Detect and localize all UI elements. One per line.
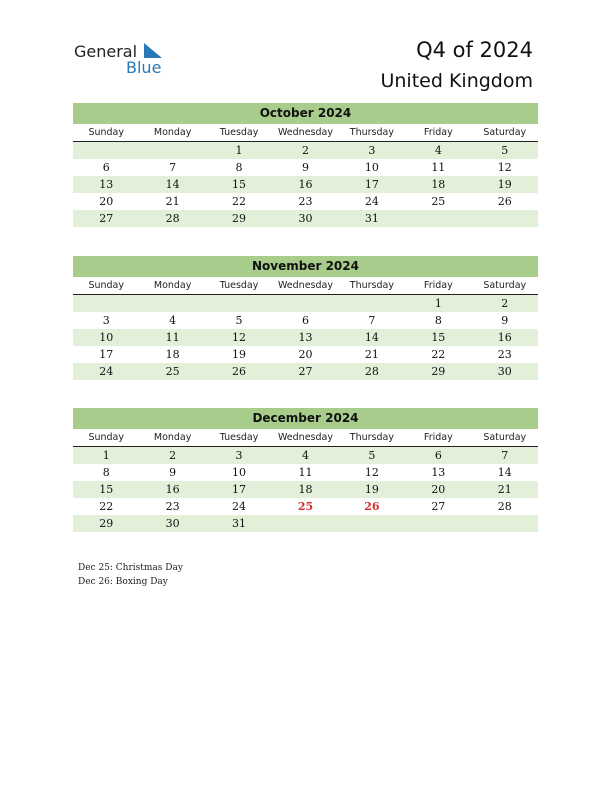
- day-cell: 3: [235, 449, 243, 462]
- day-cell: [139, 295, 205, 312]
- day-cell: 20: [431, 483, 446, 496]
- day-cell: 26: [232, 365, 247, 378]
- holiday-note: Dec 25: Christmas Day: [78, 563, 183, 573]
- day-cell: 24: [364, 195, 379, 208]
- day-cell: 7: [169, 161, 177, 174]
- week-row: [73, 142, 538, 159]
- holiday-note: Dec 26: Boxing Day: [78, 577, 168, 587]
- day-cell: 8: [235, 161, 243, 174]
- day-cell: 12: [497, 161, 512, 174]
- month-december: [73, 408, 538, 532]
- day-cell: 27: [99, 212, 114, 225]
- day-cell: 31: [232, 517, 247, 530]
- day-cell: 17: [99, 348, 114, 361]
- day-cell: 22: [431, 348, 446, 361]
- day-cell: 8: [102, 466, 110, 479]
- day-cell: 1: [434, 297, 442, 310]
- brand-general: General: [74, 42, 138, 61]
- weekday-label: Sunday: [88, 127, 124, 138]
- month-november: [73, 256, 538, 380]
- brand-logo: [74, 42, 174, 78]
- day-cell: 23: [497, 348, 512, 361]
- weekday-label: Tuesday: [219, 280, 259, 291]
- day-cell: [272, 515, 338, 532]
- day-cell: 5: [368, 449, 376, 462]
- day-cell: 17: [364, 178, 379, 191]
- day-cell: 29: [99, 517, 114, 530]
- week-row: [73, 464, 538, 481]
- day-cell: 24: [232, 500, 247, 513]
- weekday-header-row: [73, 429, 538, 447]
- week-row: [73, 312, 538, 329]
- weekday-label: Thursday: [349, 280, 394, 291]
- day-cell: 19: [232, 348, 247, 361]
- day-cell: 24: [99, 365, 114, 378]
- day-cell: 2: [501, 297, 509, 310]
- day-cell: 22: [99, 500, 114, 513]
- day-cell: 31: [364, 212, 379, 225]
- weekday-label: Monday: [153, 432, 192, 443]
- day-cell: 16: [298, 178, 313, 191]
- day-cell: 3: [102, 314, 110, 327]
- page-title: Q4 of 2024: [416, 38, 533, 62]
- logo-flag-icon: [142, 43, 164, 59]
- weekday-label: Saturday: [483, 432, 527, 443]
- day-cell: 21: [165, 195, 180, 208]
- day-cell: 30: [497, 365, 512, 378]
- day-cell: 21: [364, 348, 379, 361]
- week-row: [73, 346, 538, 363]
- weekday-label: Thursday: [349, 127, 394, 138]
- day-cell: 7: [368, 314, 376, 327]
- day-cell: 22: [232, 195, 247, 208]
- day-cell: 25: [165, 365, 180, 378]
- day-cell: 30: [165, 517, 180, 530]
- day-cell: 12: [232, 331, 247, 344]
- day-cell: 16: [497, 331, 512, 344]
- day-cell: 11: [298, 466, 313, 479]
- weekday-label: Wednesday: [277, 280, 333, 291]
- day-cell: 15: [431, 331, 446, 344]
- day-cell: 28: [497, 500, 512, 513]
- day-cell: [139, 142, 205, 159]
- weekday-label: Tuesday: [219, 127, 259, 138]
- day-cell: [206, 295, 272, 312]
- day-cell: 25: [431, 195, 446, 208]
- week-row: [73, 498, 538, 515]
- day-cell: 18: [165, 348, 180, 361]
- week-row: [73, 210, 538, 227]
- weekday-header-row: [73, 124, 538, 142]
- day-cell: 23: [298, 195, 313, 208]
- weekday-label: Wednesday: [277, 127, 333, 138]
- weekday-label: Saturday: [483, 280, 527, 291]
- day-cell: 14: [165, 178, 180, 191]
- day-cell: 6: [102, 161, 110, 174]
- week-row: [73, 447, 538, 464]
- weekday-header-row: [73, 277, 538, 295]
- day-cell: 6: [301, 314, 309, 327]
- holiday-notes: [78, 561, 183, 589]
- day-cell: 13: [431, 466, 446, 479]
- month-title: November 2024: [73, 256, 538, 277]
- weekday-label: Friday: [423, 432, 453, 443]
- week-row: [73, 193, 538, 210]
- week-row: [73, 515, 538, 532]
- day-cell: [272, 295, 338, 312]
- day-cell: 12: [364, 466, 379, 479]
- day-cell: 10: [232, 466, 247, 479]
- weekday-label: Tuesday: [219, 432, 259, 443]
- day-cell: [472, 210, 538, 227]
- day-cell: 19: [497, 178, 512, 191]
- day-cell: 8: [434, 314, 442, 327]
- weekday-label: Friday: [423, 280, 453, 291]
- day-cell: 11: [431, 161, 446, 174]
- day-cell: 4: [169, 314, 177, 327]
- day-cell: [73, 142, 139, 159]
- day-cell: 6: [434, 449, 442, 462]
- day-cell: 1: [235, 144, 243, 157]
- day-cell: 13: [99, 178, 114, 191]
- day-cell: 26: [497, 195, 512, 208]
- day-cell: 9: [169, 466, 177, 479]
- day-cell: 11: [165, 331, 180, 344]
- weekday-label: Sunday: [88, 280, 124, 291]
- day-cell: 26: [364, 500, 380, 513]
- weekday-label: Monday: [153, 127, 192, 138]
- day-cell: 28: [364, 365, 379, 378]
- day-cell: 28: [165, 212, 180, 225]
- day-cell: 15: [232, 178, 247, 191]
- day-cell: [472, 515, 538, 532]
- day-cell: 19: [364, 483, 379, 496]
- day-cell: 29: [431, 365, 446, 378]
- week-row: [73, 363, 538, 380]
- week-row: [73, 159, 538, 176]
- day-cell: 4: [301, 449, 309, 462]
- day-cell: 14: [364, 331, 379, 344]
- day-cell: 5: [235, 314, 243, 327]
- week-row: [73, 481, 538, 498]
- day-cell: 27: [431, 500, 446, 513]
- day-cell: 20: [99, 195, 114, 208]
- country-name: United Kingdom: [380, 70, 533, 92]
- day-cell: 25: [297, 500, 314, 513]
- month-title: December 2024: [73, 408, 538, 429]
- day-cell: 5: [501, 144, 509, 157]
- day-cell: [405, 210, 471, 227]
- weekday-label: Wednesday: [277, 432, 333, 443]
- brand-blue: Blue: [126, 58, 162, 77]
- week-row: [73, 295, 538, 312]
- day-cell: 7: [501, 449, 509, 462]
- day-cell: 16: [165, 483, 180, 496]
- week-row: [73, 176, 538, 193]
- week-row: [73, 329, 538, 346]
- day-cell: 10: [364, 161, 379, 174]
- day-cell: 9: [501, 314, 509, 327]
- day-cell: [339, 295, 405, 312]
- day-cell: 10: [99, 331, 114, 344]
- day-cell: 2: [169, 449, 177, 462]
- day-cell: 17: [232, 483, 247, 496]
- day-cell: 18: [431, 178, 446, 191]
- month-october: [73, 103, 538, 227]
- day-cell: [73, 295, 139, 312]
- day-cell: 13: [298, 331, 313, 344]
- day-cell: 4: [434, 144, 442, 157]
- weekday-label: Sunday: [88, 432, 124, 443]
- day-cell: 30: [298, 212, 313, 225]
- day-cell: 23: [165, 500, 180, 513]
- day-cell: 1: [102, 449, 110, 462]
- day-cell: 15: [99, 483, 114, 496]
- day-cell: 3: [368, 144, 376, 157]
- day-cell: 21: [497, 483, 512, 496]
- day-cell: 27: [298, 365, 313, 378]
- weekday-label: Saturday: [483, 127, 527, 138]
- day-cell: 29: [232, 212, 247, 225]
- day-cell: [339, 515, 405, 532]
- month-title: October 2024: [73, 103, 538, 124]
- day-cell: 14: [497, 466, 512, 479]
- day-cell: 9: [301, 161, 309, 174]
- day-cell: 18: [298, 483, 313, 496]
- weekday-label: Monday: [153, 280, 192, 291]
- weekday-label: Thursday: [349, 432, 394, 443]
- day-cell: [405, 515, 471, 532]
- weekday-label: Friday: [423, 127, 453, 138]
- day-cell: 2: [301, 144, 309, 157]
- day-cell: 20: [298, 348, 313, 361]
